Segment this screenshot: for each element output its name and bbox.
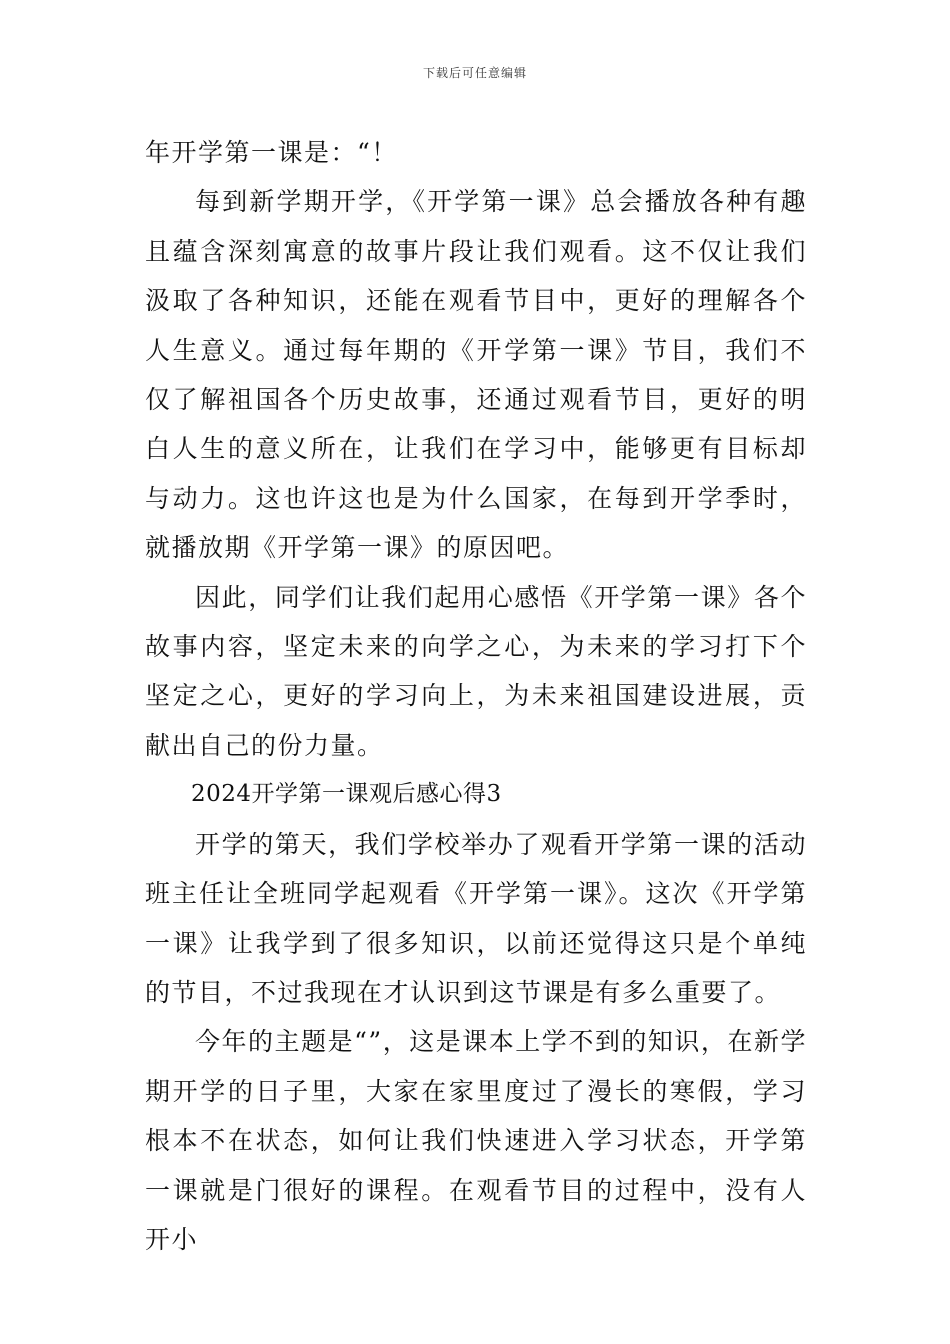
paragraph-continuation: 年开学第一课是：“！ (145, 138, 398, 167)
header-note: 下载后可任意编辑 (422, 66, 527, 80)
paragraph: 开学的第天，我们学校举办了观看开学第一课的活动班主任让全班同学起观看《开学第一课》。这次《开学第一课》让我学到了很多知识，以前还觉得这只是个单纯的节目，不过我现在才认识到这节课是有多么重要了。 (145, 829, 807, 1007)
paragraph: 今年的主题是“”，这是课本上学不到的知识，在新学期开学的日子里，大家在家里度过了漫长的寒假，学习根本不在状态，如何让我们快速进入学习状态，开学第一课就是门很好的课程。在观看节目的过程中，没有人开小 (145, 1027, 807, 1254)
paragraph: 每到新学期开学，《开学第一课》总会播放各种有趣且蕴含深刻寓意的故事片段让我们观看。这不仅让我们汲取了各种知识，还能在观看节目中，更好的理解各个人生意义。通过每年期的《开学第一课》节目，我们不仅了解祖国各个历史故事，还通过观看节目，更好的明白人生的意义所在，让我们在学习中，能够更有目标却与动力。这也许这也是为什么国家，在每到开学季时，就播放期《开学第一课》的原因吧。 (145, 187, 807, 563)
document-body (145, 128, 807, 1264)
paragraph: 因此，同学们让我们起用心感悟《开学第一课》各个故事内容，坚定未来的向学之心，为未来的学习打下个坚定之心，更好的学习向上，为未来祖国建设进展，贡献出自己的份力量。 (145, 582, 807, 760)
section-heading: 2024开学第一课观后感心得3 (191, 781, 502, 808)
